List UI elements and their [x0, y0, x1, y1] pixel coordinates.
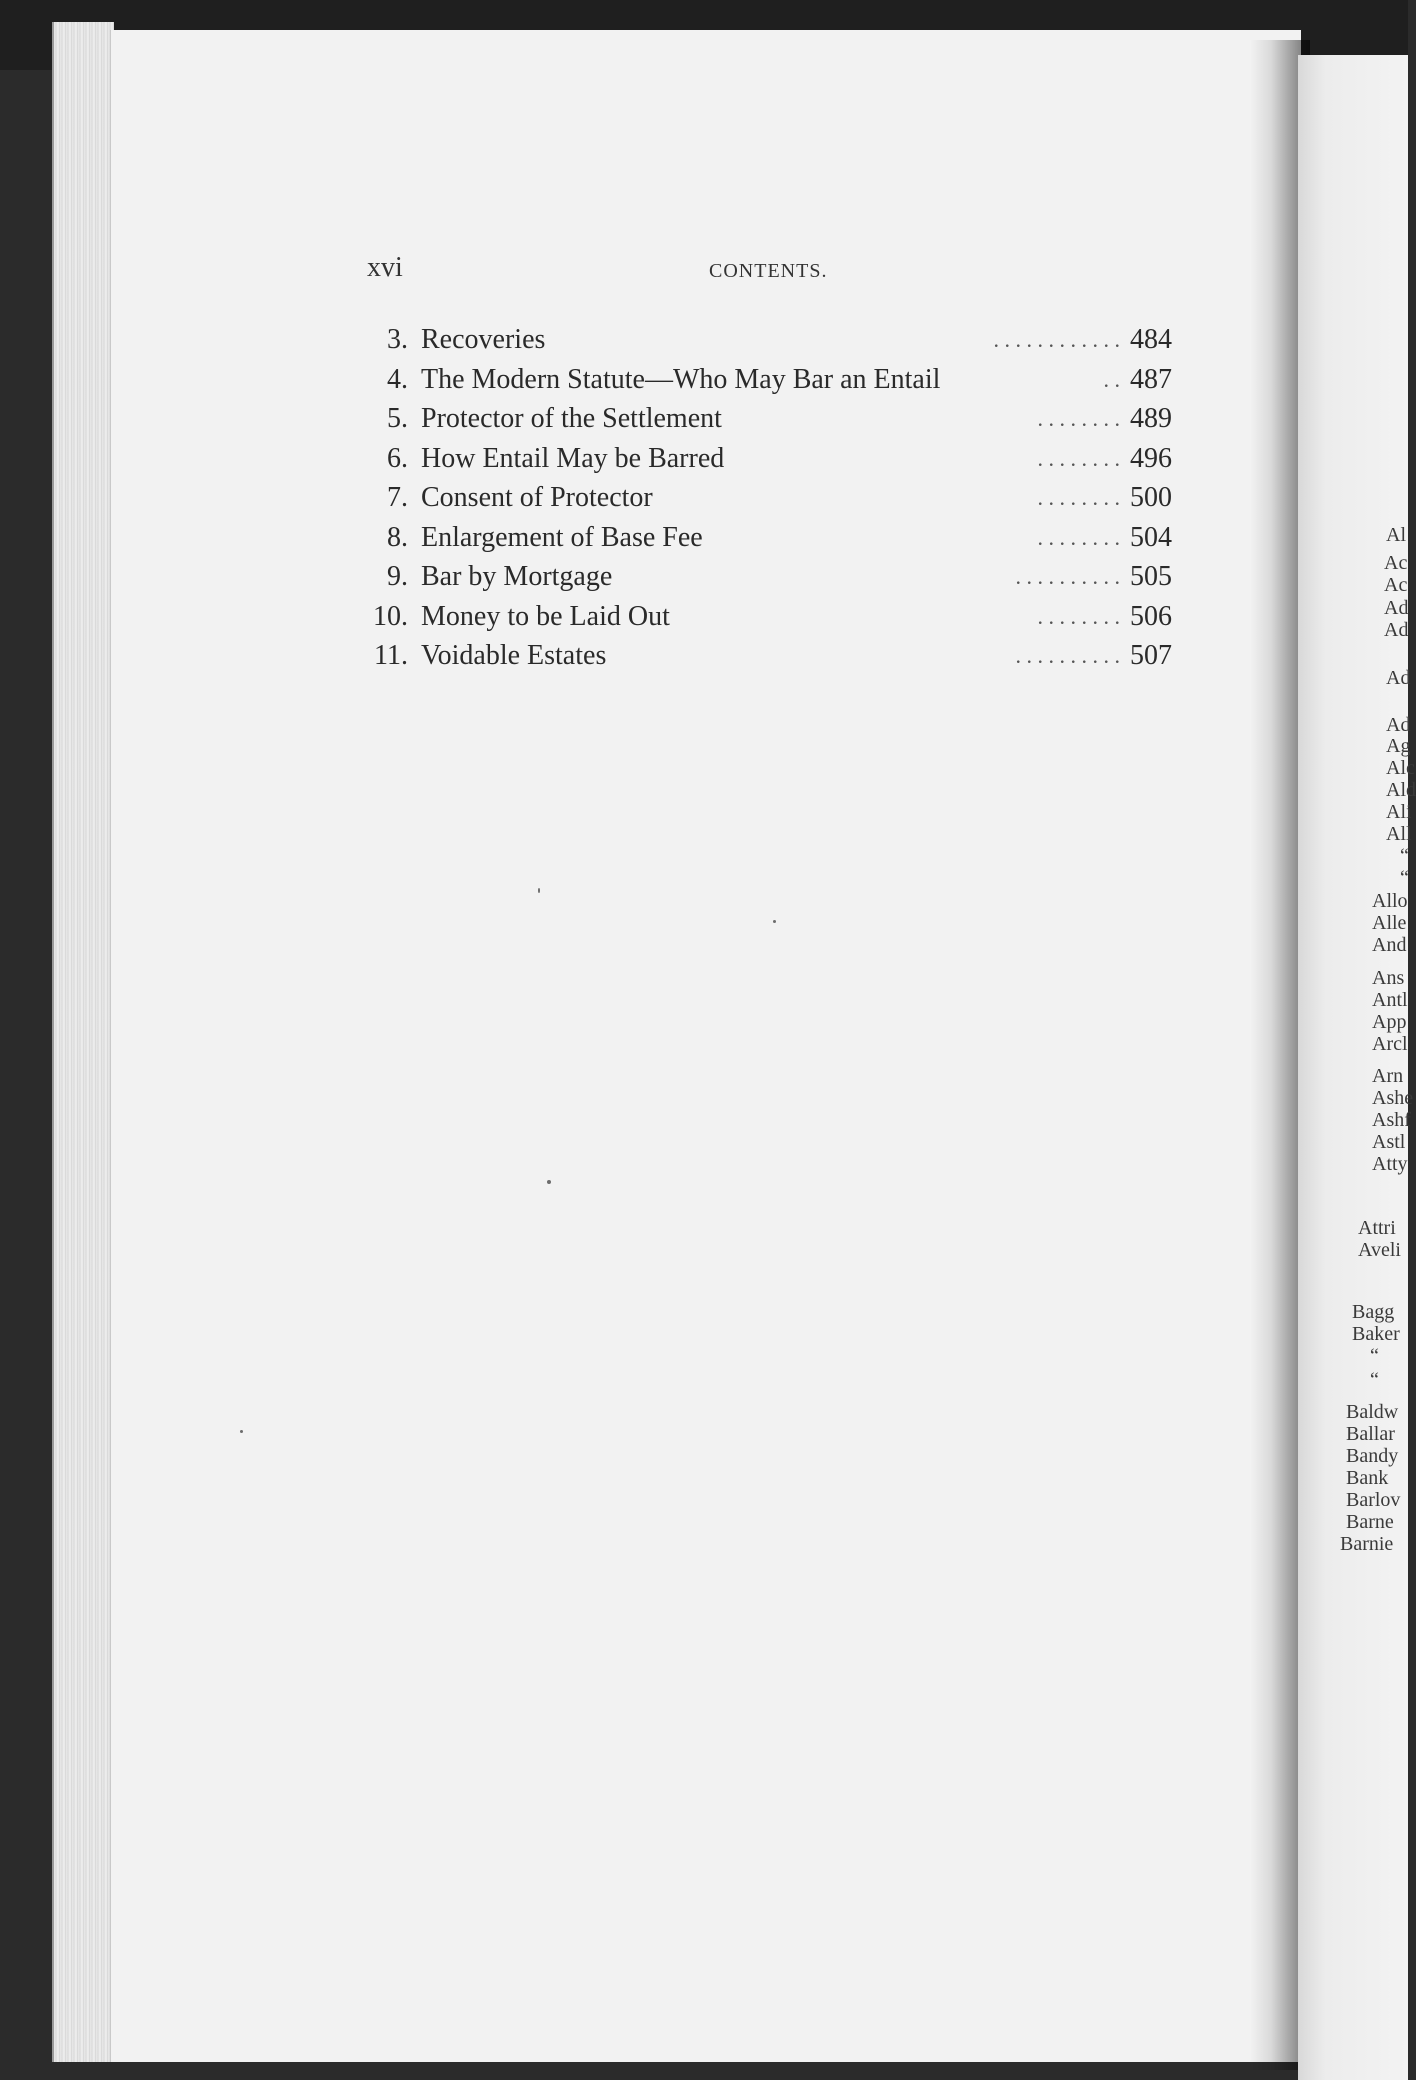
facing-index-fragment: Allo	[1372, 890, 1408, 912]
facing-index-fragment: Ac	[1384, 552, 1408, 574]
facing-index-fragment: Ad	[1384, 597, 1409, 619]
facing-index-fragment: Attri	[1358, 1217, 1396, 1239]
facing-index-fragment: All	[1386, 823, 1412, 845]
toc-entry-number: 11.	[374, 640, 408, 671]
facing-index-fragment: “	[1400, 845, 1409, 867]
toc-dot-leader: . . . . . . . .	[1037, 445, 1120, 471]
facing-index-fragment: Ad	[1386, 714, 1411, 736]
facing-index-fragment: Astl	[1372, 1131, 1406, 1153]
table-of-contents	[360, 320, 1190, 676]
toc-entry	[360, 320, 1190, 360]
scan-speck	[240, 1430, 243, 1433]
toc-entry-title: Voidable Estates	[421, 640, 607, 671]
running-head	[367, 252, 1187, 286]
facing-index-fragment: Barnie	[1340, 1533, 1394, 1555]
toc-entry-page: 496	[1130, 442, 1172, 474]
facing-index-page	[1298, 55, 1416, 2080]
toc-entry	[360, 399, 1190, 439]
toc-entry-number: 7.	[387, 482, 408, 513]
facing-index-fragment: Alc	[1386, 757, 1415, 779]
facing-index-fragment: Baker	[1352, 1323, 1400, 1345]
toc-dot-leader: . . . . . . . .	[1037, 603, 1120, 629]
facing-index-fragment: Antl	[1372, 989, 1408, 1011]
facing-index-fragment: Ad	[1384, 619, 1409, 641]
facing-index-fragment: Ballar	[1346, 1423, 1395, 1445]
toc-entry-page: 506	[1130, 600, 1172, 632]
toc-entry-title: Protector of the Settlement	[421, 403, 722, 434]
facing-index-fragment: And	[1372, 934, 1407, 956]
toc-entry	[360, 439, 1190, 479]
toc-entry	[360, 518, 1190, 558]
toc-dot-leader: . . . . . . . . . . . .	[993, 327, 1120, 352]
facing-index-fragment: Alle	[1372, 912, 1407, 934]
toc-entry-page: 489	[1130, 403, 1172, 434]
facing-index-fragment: Bank	[1346, 1467, 1389, 1489]
scan-speck	[547, 1180, 551, 1184]
toc-entry-title: Consent of Protector	[421, 482, 653, 513]
toc-entry-title: Recoveries	[421, 324, 546, 355]
toc-entry-number: 8.	[387, 521, 408, 553]
toc-dot-leader: . . . . . . . . . .	[1015, 643, 1120, 668]
toc-entry-page: 505	[1130, 561, 1172, 592]
facing-index-fragment: “	[1370, 1369, 1379, 1391]
toc-entry	[360, 557, 1190, 597]
toc-entry-page: 484	[1130, 324, 1172, 355]
toc-dot-leader: . . . . . . . .	[1037, 406, 1120, 431]
facing-index-fragment: Ald	[1386, 779, 1416, 801]
toc-entry-number: 10.	[373, 600, 408, 632]
facing-index-fragment: Arcl	[1372, 1033, 1408, 1055]
toc-entry	[360, 636, 1190, 676]
facing-index-fragment: Ans	[1372, 967, 1405, 989]
toc-entry-page: 507	[1130, 640, 1172, 671]
facing-index-fragment: Al	[1386, 524, 1406, 546]
toc-entry-title: Enlargement of Base Fee	[421, 521, 703, 553]
facing-index-fragment: Arn	[1372, 1065, 1404, 1087]
toc-entry-number: 4.	[387, 363, 408, 395]
facing-index-fragment: Barlov	[1346, 1489, 1401, 1511]
toc-entry	[360, 597, 1190, 637]
facing-index-fragment: Barne	[1346, 1511, 1394, 1533]
toc-entry-title: How Entail May be Barred	[421, 442, 725, 474]
facing-index-fragment: Ag	[1386, 735, 1411, 757]
toc-entry-page: 504	[1130, 521, 1172, 553]
facing-index-fragment: Aveli	[1358, 1239, 1401, 1261]
page-stack-edges	[52, 22, 114, 2062]
toc-entry	[360, 478, 1190, 518]
toc-dot-leader: . . . . . . . .	[1037, 485, 1120, 510]
page-number: xvi	[367, 252, 403, 283]
toc-entry-page: 500	[1130, 482, 1172, 513]
toc-entry-number: 3.	[387, 324, 408, 355]
facing-index-fragment: Bagg	[1352, 1301, 1395, 1323]
scan-speck	[773, 920, 776, 923]
facing-index-fragment: App	[1372, 1011, 1407, 1033]
toc-entry-number: 6.	[387, 442, 408, 474]
toc-entry	[360, 360, 1190, 400]
toc-dot-leader: . .	[1103, 366, 1120, 392]
facing-index-fragment: Bandy	[1346, 1445, 1399, 1467]
toc-dot-leader: . . . . . . . . . .	[1015, 564, 1120, 589]
facing-index-fragment: Ad	[1386, 667, 1411, 689]
toc-entry-page: 487	[1130, 363, 1172, 395]
toc-entry-title: Money to be Laid Out	[421, 600, 670, 632]
facing-index-fragment: Baldw	[1346, 1401, 1399, 1423]
facing-index-fragment: Ashf	[1372, 1109, 1411, 1131]
facing-index-fragment: Ac	[1384, 574, 1408, 596]
toc-entry-number: 9.	[387, 561, 408, 592]
toc-entry-number: 5.	[387, 403, 408, 434]
running-head-title: CONTENTS.	[709, 260, 828, 282]
facing-index-fragment: Atty	[1372, 1153, 1408, 1175]
toc-entry-title: The Modern Statute—Who May Bar an Entail	[421, 363, 941, 395]
scan-speck	[538, 888, 540, 893]
facing-index-fragment: Ali	[1386, 801, 1412, 823]
toc-dot-leader: . . . . . . . .	[1037, 524, 1120, 550]
toc-entry-title: Bar by Mortgage	[421, 561, 613, 592]
facing-index-fragment: Ashe	[1372, 1087, 1414, 1109]
facing-index-fragment: “	[1400, 867, 1409, 889]
facing-index-fragment: “	[1370, 1345, 1379, 1367]
